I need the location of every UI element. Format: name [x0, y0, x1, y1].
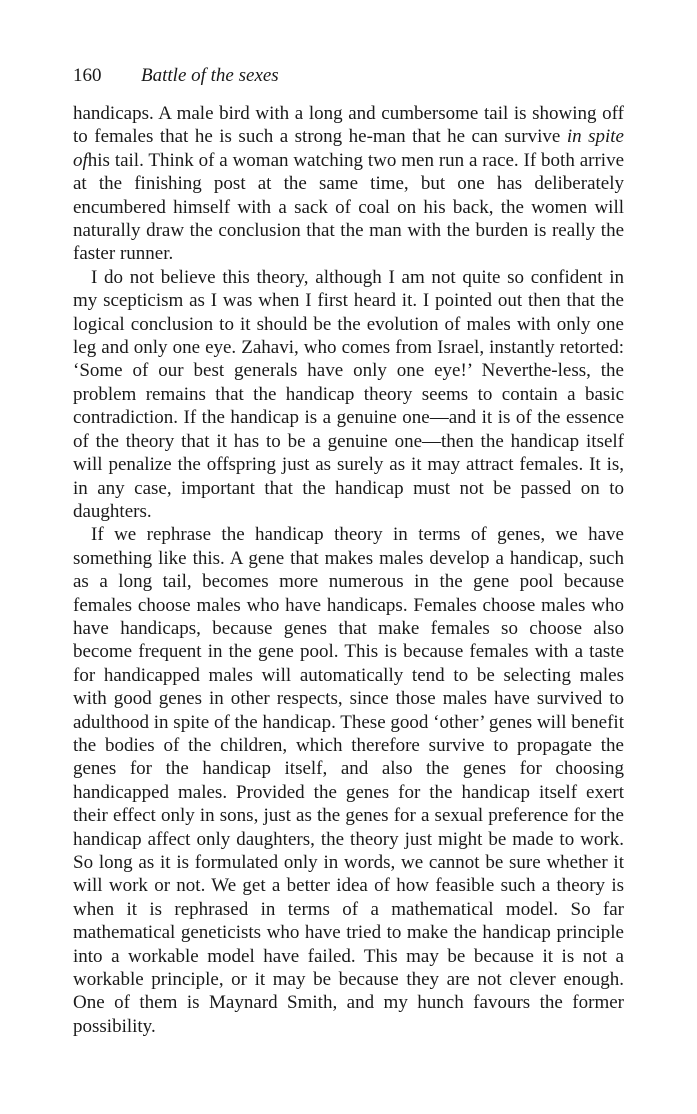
paragraph-2: [73, 266, 624, 523]
paragraph-1-text: handicaps. A male bird with a long and cumbersome tail is showing off to females that he is such a strong he-man that he can survive: [73, 103, 624, 148]
paragraph-3: [73, 523, 624, 1038]
chapter-title: Battle of the sexes: [141, 65, 279, 86]
paragraph-1-italic-phrase: in spite of: [73, 126, 624, 171]
running-head: [73, 64, 624, 88]
page-number: 160: [73, 65, 102, 86]
paragraph-3-text: If we rephrase the handicap theory in terms of genes, we have something like this. A gene that makes males develop a handicap, such as a long tail, becomes more numerous in the gene pool because females choose males who have handicaps. Females choose males who have handicaps, because genes that make females so choose also become frequent in the gene pool. This is because females with a taste for handicapped males will automatically tend to be selecting males with good genes in other respects, since those males have survived to adulthood in spite of the handicap. These good ‘other’ genes will benefit the bodies of the children, which therefore survive to propagate the genes for the handicap itself, and also the genes for choosing handicapped males. Provided the genes for the handicap itself exert their effect only in sons, just as the genes for a sexual preference for the handicap affect only daughters, the theory just might be made to work. So long as it is formulated only in words, we cannot be sure whether it will work or not. We get a better idea of how feasible such a theory is when it is rephrased in terms of a mathematical model. So far mathematical geneticists who have tried to make the handicap principle into a workable model have failed. This may be because it is not a workable principle, or it may be because they are not clever enough. One of them is Maynard Smith, and my hunch favours the former possibility.: [73, 524, 624, 1037]
paragraph-1-text-continued: his tail. Think of a woman watching two men run a race. If both arrive at the finishing post at the same time, but one has deliberately encumbered himself with a sack of coal on his back, the women will naturally draw the conclusion that the man with the burden is really the faster runner.: [73, 149, 624, 265]
paragraph-2-text: I do not believe this theory, although I am not quite so confident in my scepticism as I was when I first heard it. I pointed out then that the logical conclusion to it should be the evolution of males with only one leg and only one eye. Zahavi, who comes from Israel, instantly retorted: ‘Some of our best generals have only one eye!’ Neverthe-less, the problem remains that the handicap theory seems to contain a basic contradiction. If the handicap is a genuine one—and it is of the essence of the theory that it has to be a genuine one—then the handicap itself will penalize the offspring just as surely as it may attract females. It is, in any case, important that the handicap must not be passed on to daughters.: [73, 266, 624, 522]
book-page: [73, 64, 624, 1038]
paragraph-1: [73, 102, 624, 266]
body-text: [73, 102, 624, 1038]
